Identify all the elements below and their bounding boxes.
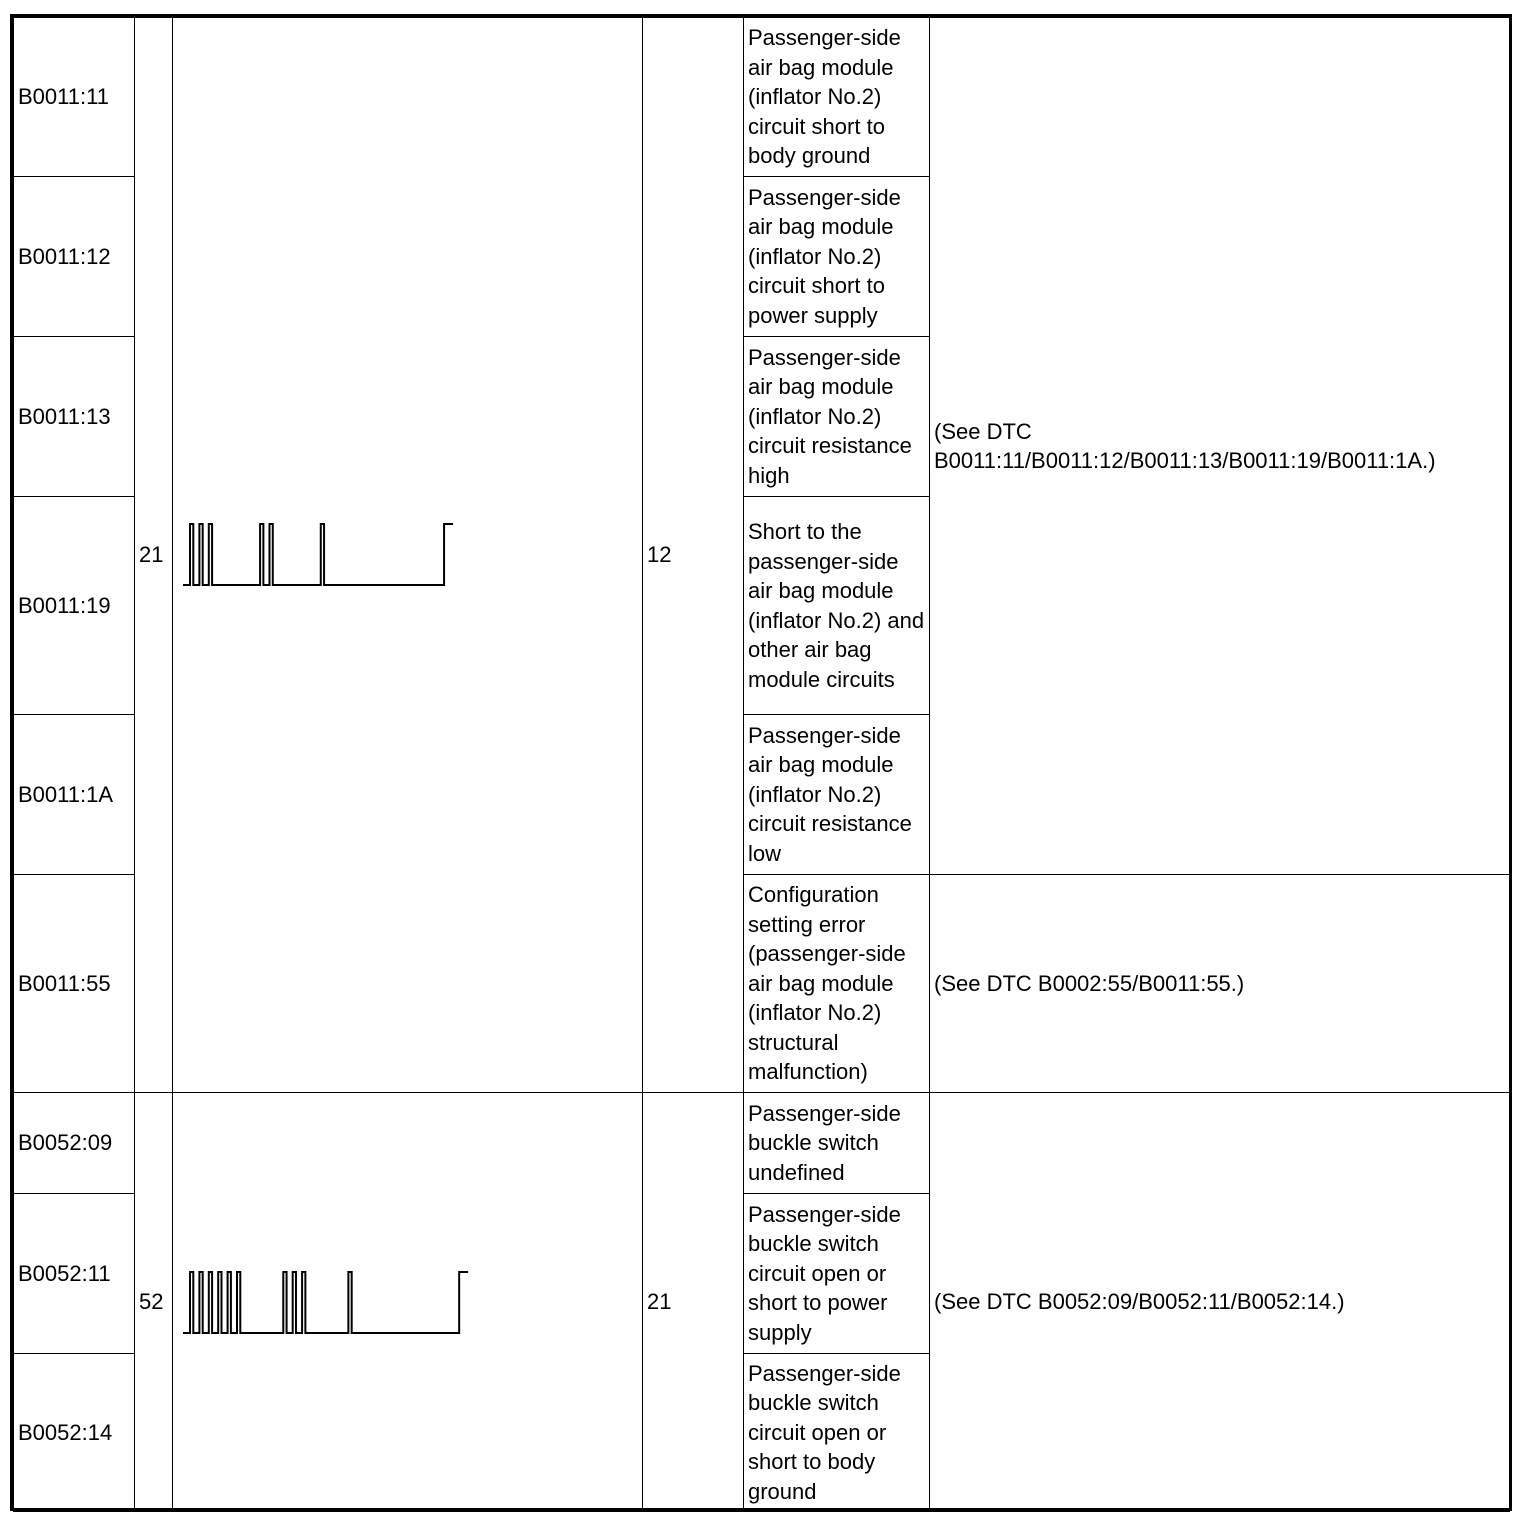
dtc-code: B0011:11 [14,18,135,177]
dtc-description: Short to the passenger-side air bag module (inflator No.2) and other air bag module circuits [744,497,930,715]
waveform-trace [183,1272,468,1333]
pattern-code: 12 [643,18,744,1093]
dtc-code: B0011:13 [14,337,135,497]
flash-waveform [177,19,643,1092]
reference-note: (See DTC B0052:09/B0052:11/B0052:14.) [930,1093,1510,1512]
dtc-table [13,17,1510,1512]
flash-count: 21 [135,18,173,1093]
flash-waveform [177,1093,643,1511]
dtc-description: Passenger-side buckle switch circuit open or short to power supply [744,1194,930,1353]
dtc-description: Passenger-side buckle switch circuit open or short to body ground [744,1353,930,1511]
waveform-trace [183,524,453,585]
dtc-code: B0052:09 [14,1093,135,1194]
reference-note: (See DTC B0002:55/B0011:55.) [930,875,1510,1093]
dtc-code: B0052:11 [14,1194,135,1353]
dtc-code: B0011:19 [14,497,135,715]
dtc-description: Passenger-side air bag module (inflator No.2) circuit short to power supply [744,177,930,337]
reference-codes: B0011:11/B0011:12/B0011:13/B0011:19/B0011:1A.) [934,448,1436,473]
dtc-code: B0011:12 [14,177,135,337]
flash-count: 52 [135,1093,173,1512]
dtc-description: Passenger-side air bag module (inflator No.2) circuit resistance high [744,337,930,497]
dtc-code: B0052:14 [14,1353,135,1511]
reference-note [930,18,1510,875]
dtc-description: Passenger-side air bag module (inflator No.2) circuit short to body ground [744,18,930,177]
flash-waveform-cell [173,18,643,1093]
dtc-code: B0011:55 [14,875,135,1093]
table-row [14,1093,1510,1194]
pattern-code: 21 [643,1093,744,1512]
flash-waveform-cell [173,1093,643,1512]
dtc-code: B0011:1A [14,715,135,875]
reference-prefix: (See DTC [934,418,1032,444]
table-row [14,18,1510,177]
dtc-description: Configuration setting error (passenger-side air bag module (inflator No.2) structural malfunction) [744,875,930,1093]
dtc-description: Passenger-side buckle switch undefined [744,1093,930,1194]
dtc-description: Passenger-side air bag module (inflator No.2) circuit resistance low [744,715,930,875]
